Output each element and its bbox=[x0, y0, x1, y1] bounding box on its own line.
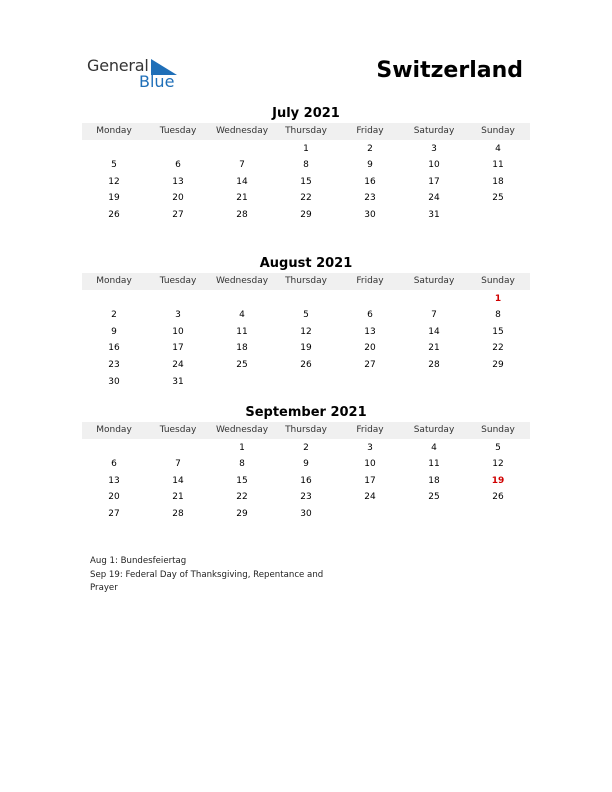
weekday-header: Saturday bbox=[413, 425, 455, 435]
day-cell: 4 bbox=[431, 442, 437, 453]
weekday-header: Saturday bbox=[413, 276, 455, 286]
day-cell: 5 bbox=[495, 442, 501, 453]
day-cell: 18 bbox=[236, 343, 248, 354]
day-cell: 26 bbox=[492, 492, 504, 503]
weekday-header: Thursday bbox=[285, 126, 327, 136]
weekday-header: Tuesday bbox=[159, 425, 197, 435]
empty-day-cell bbox=[274, 374, 338, 391]
empty-day-cell bbox=[338, 291, 402, 308]
day-cell: 27 bbox=[364, 359, 376, 370]
day-cell: 10 bbox=[428, 160, 440, 171]
day-cell: 6 bbox=[367, 310, 373, 321]
weekday-header: Wednesday bbox=[215, 276, 269, 286]
day-cell: 27 bbox=[108, 508, 120, 519]
week-row bbox=[82, 190, 530, 207]
day-cell: 23 bbox=[108, 359, 120, 370]
day-cell: 14 bbox=[236, 176, 248, 187]
day-cell: 11 bbox=[428, 459, 440, 470]
day-cell: 21 bbox=[172, 492, 184, 503]
empty-day-cell bbox=[338, 374, 402, 391]
empty-day-cell bbox=[466, 506, 530, 523]
week-row bbox=[82, 506, 530, 523]
weekday-header-row bbox=[82, 123, 530, 140]
day-cell: 31 bbox=[428, 209, 440, 220]
day-cell: 11 bbox=[236, 326, 248, 337]
day-cell: 30 bbox=[364, 209, 376, 220]
empty-day-cell bbox=[274, 291, 338, 308]
day-cell: 31 bbox=[172, 376, 184, 387]
empty-day-cell bbox=[146, 141, 210, 158]
day-cell: 24 bbox=[172, 359, 184, 370]
weekday-header: Tuesday bbox=[159, 276, 197, 286]
week-row bbox=[82, 374, 530, 391]
weekday-header: Saturday bbox=[413, 126, 455, 136]
month-title: August 2021 bbox=[259, 256, 353, 271]
day-cell: 21 bbox=[236, 193, 248, 204]
empty-day-cell bbox=[146, 440, 210, 457]
empty-day-cell bbox=[210, 374, 274, 391]
day-cell: 19 bbox=[300, 343, 312, 354]
weekday-header: Monday bbox=[96, 276, 132, 286]
empty-day-cell bbox=[146, 291, 210, 308]
day-cell: 28 bbox=[428, 359, 440, 370]
day-cell: 29 bbox=[492, 359, 504, 370]
weekday-header: Friday bbox=[356, 276, 384, 286]
week-row bbox=[82, 440, 530, 457]
day-cell: 1 bbox=[303, 143, 309, 154]
day-cell: 7 bbox=[175, 459, 181, 470]
day-cell: 25 bbox=[492, 193, 504, 204]
empty-day-cell bbox=[210, 291, 274, 308]
weekday-header: Monday bbox=[96, 126, 132, 136]
day-cell: 22 bbox=[236, 492, 248, 503]
holiday-note: Sep 19: Federal Day of Thanksgiving, Repentance and Prayer bbox=[90, 570, 324, 593]
holiday-notes bbox=[90, 555, 350, 596]
holiday-day-cell: 1 bbox=[494, 293, 502, 304]
day-cell: 6 bbox=[175, 160, 181, 171]
month-august bbox=[82, 256, 530, 390]
weekday-header: Tuesday bbox=[159, 126, 197, 136]
empty-day-cell bbox=[82, 141, 146, 158]
day-cell: 20 bbox=[172, 193, 184, 204]
day-cell: 12 bbox=[300, 326, 312, 337]
day-cell: 23 bbox=[364, 193, 376, 204]
day-cell: 11 bbox=[492, 160, 504, 171]
empty-day-cell bbox=[82, 440, 146, 457]
empty-day-cell bbox=[466, 207, 530, 224]
country-title: Switzerland bbox=[376, 58, 523, 83]
day-cell: 29 bbox=[236, 508, 248, 519]
weekday-header: Thursday bbox=[285, 425, 327, 435]
weekday-header-row bbox=[82, 273, 530, 290]
day-cell: 17 bbox=[428, 176, 440, 187]
day-cell: 25 bbox=[236, 359, 248, 370]
weekday-header: Wednesday bbox=[215, 425, 269, 435]
day-cell: 16 bbox=[300, 475, 312, 486]
day-cell: 3 bbox=[175, 310, 181, 321]
day-cell: 9 bbox=[367, 160, 373, 171]
week-row bbox=[82, 157, 530, 174]
weekday-header: Sunday bbox=[481, 425, 515, 435]
day-cell: 5 bbox=[111, 160, 117, 171]
month-july bbox=[82, 106, 530, 224]
day-cell: 15 bbox=[236, 475, 248, 486]
day-cell: 25 bbox=[428, 492, 440, 503]
day-cell: 6 bbox=[111, 459, 117, 470]
day-cell: 17 bbox=[172, 343, 184, 354]
week-row bbox=[82, 489, 530, 506]
holiday-day-cell: 19 bbox=[491, 475, 505, 486]
empty-day-cell bbox=[402, 374, 466, 391]
day-cell: 22 bbox=[300, 193, 312, 204]
logo-text-blue: Blue bbox=[139, 72, 175, 91]
day-cell: 10 bbox=[172, 326, 184, 337]
day-cell: 1 bbox=[239, 442, 245, 453]
week-row bbox=[82, 324, 530, 341]
weekday-header: Friday bbox=[356, 126, 384, 136]
day-cell: 20 bbox=[364, 343, 376, 354]
week-row bbox=[82, 357, 530, 374]
day-cell: 20 bbox=[108, 492, 120, 503]
day-cell: 14 bbox=[172, 475, 184, 486]
day-cell: 17 bbox=[364, 475, 376, 486]
day-cell: 30 bbox=[300, 508, 312, 519]
day-cell: 28 bbox=[236, 209, 248, 220]
day-cell: 2 bbox=[367, 143, 373, 154]
day-cell: 15 bbox=[300, 176, 312, 187]
day-cell: 29 bbox=[300, 209, 312, 220]
weekday-header-row bbox=[82, 422, 530, 439]
day-cell: 16 bbox=[364, 176, 376, 187]
day-cell: 24 bbox=[428, 193, 440, 204]
week-row bbox=[82, 307, 530, 324]
weekday-header: Thursday bbox=[285, 276, 327, 286]
day-cell: 3 bbox=[367, 442, 373, 453]
weekday-header: Monday bbox=[96, 425, 132, 435]
empty-day-cell bbox=[82, 291, 146, 308]
weekday-header: Sunday bbox=[481, 276, 515, 286]
empty-day-cell bbox=[338, 506, 402, 523]
day-cell: 16 bbox=[108, 343, 120, 354]
week-row bbox=[82, 340, 530, 357]
day-cell: 24 bbox=[364, 492, 376, 503]
day-cell: 3 bbox=[431, 143, 437, 154]
weekday-header: Friday bbox=[356, 425, 384, 435]
day-cell: 2 bbox=[303, 442, 309, 453]
day-cell: 22 bbox=[492, 343, 504, 354]
week-row bbox=[82, 141, 530, 158]
day-cell: 13 bbox=[108, 475, 120, 486]
day-cell: 4 bbox=[239, 310, 245, 321]
week-row bbox=[82, 291, 530, 308]
day-cell: 27 bbox=[172, 209, 184, 220]
day-cell: 14 bbox=[428, 326, 440, 337]
day-cell: 13 bbox=[364, 326, 376, 337]
month-september bbox=[82, 405, 530, 523]
day-cell: 4 bbox=[495, 143, 501, 154]
day-cell: 8 bbox=[495, 310, 501, 321]
day-cell: 23 bbox=[300, 492, 312, 503]
day-cell: 12 bbox=[108, 176, 120, 187]
logo-text-general: General bbox=[87, 56, 149, 75]
day-cell: 18 bbox=[492, 176, 504, 187]
day-cell: 26 bbox=[300, 359, 312, 370]
day-cell: 28 bbox=[172, 508, 184, 519]
day-cell: 21 bbox=[428, 343, 440, 354]
day-cell: 30 bbox=[108, 376, 120, 387]
weekday-header: Wednesday bbox=[215, 126, 269, 136]
day-cell: 15 bbox=[492, 326, 504, 337]
day-cell: 19 bbox=[108, 193, 120, 204]
month-title: September 2021 bbox=[245, 405, 367, 420]
day-cell: 26 bbox=[108, 209, 120, 220]
day-cell: 7 bbox=[239, 160, 245, 171]
day-cell: 10 bbox=[364, 459, 376, 470]
weekday-header: Sunday bbox=[481, 126, 515, 136]
empty-day-cell bbox=[210, 141, 274, 158]
week-row bbox=[82, 473, 530, 490]
day-cell: 7 bbox=[431, 310, 437, 321]
day-cell: 9 bbox=[111, 326, 117, 337]
day-cell: 5 bbox=[303, 310, 309, 321]
empty-day-cell bbox=[466, 374, 530, 391]
day-cell: 13 bbox=[172, 176, 184, 187]
day-cell: 9 bbox=[303, 459, 309, 470]
day-cell: 2 bbox=[111, 310, 117, 321]
week-row bbox=[82, 174, 530, 191]
day-cell: 12 bbox=[492, 459, 504, 470]
month-title: July 2021 bbox=[272, 106, 340, 121]
generalblue-logo bbox=[87, 56, 187, 92]
week-row bbox=[82, 456, 530, 473]
holiday-note: Aug 1: Bundesfeiertag bbox=[90, 556, 187, 566]
empty-day-cell bbox=[402, 291, 466, 308]
day-cell: 8 bbox=[239, 459, 245, 470]
empty-day-cell bbox=[402, 506, 466, 523]
day-cell: 8 bbox=[303, 160, 309, 171]
week-row bbox=[82, 207, 530, 224]
day-cell: 18 bbox=[428, 475, 440, 486]
